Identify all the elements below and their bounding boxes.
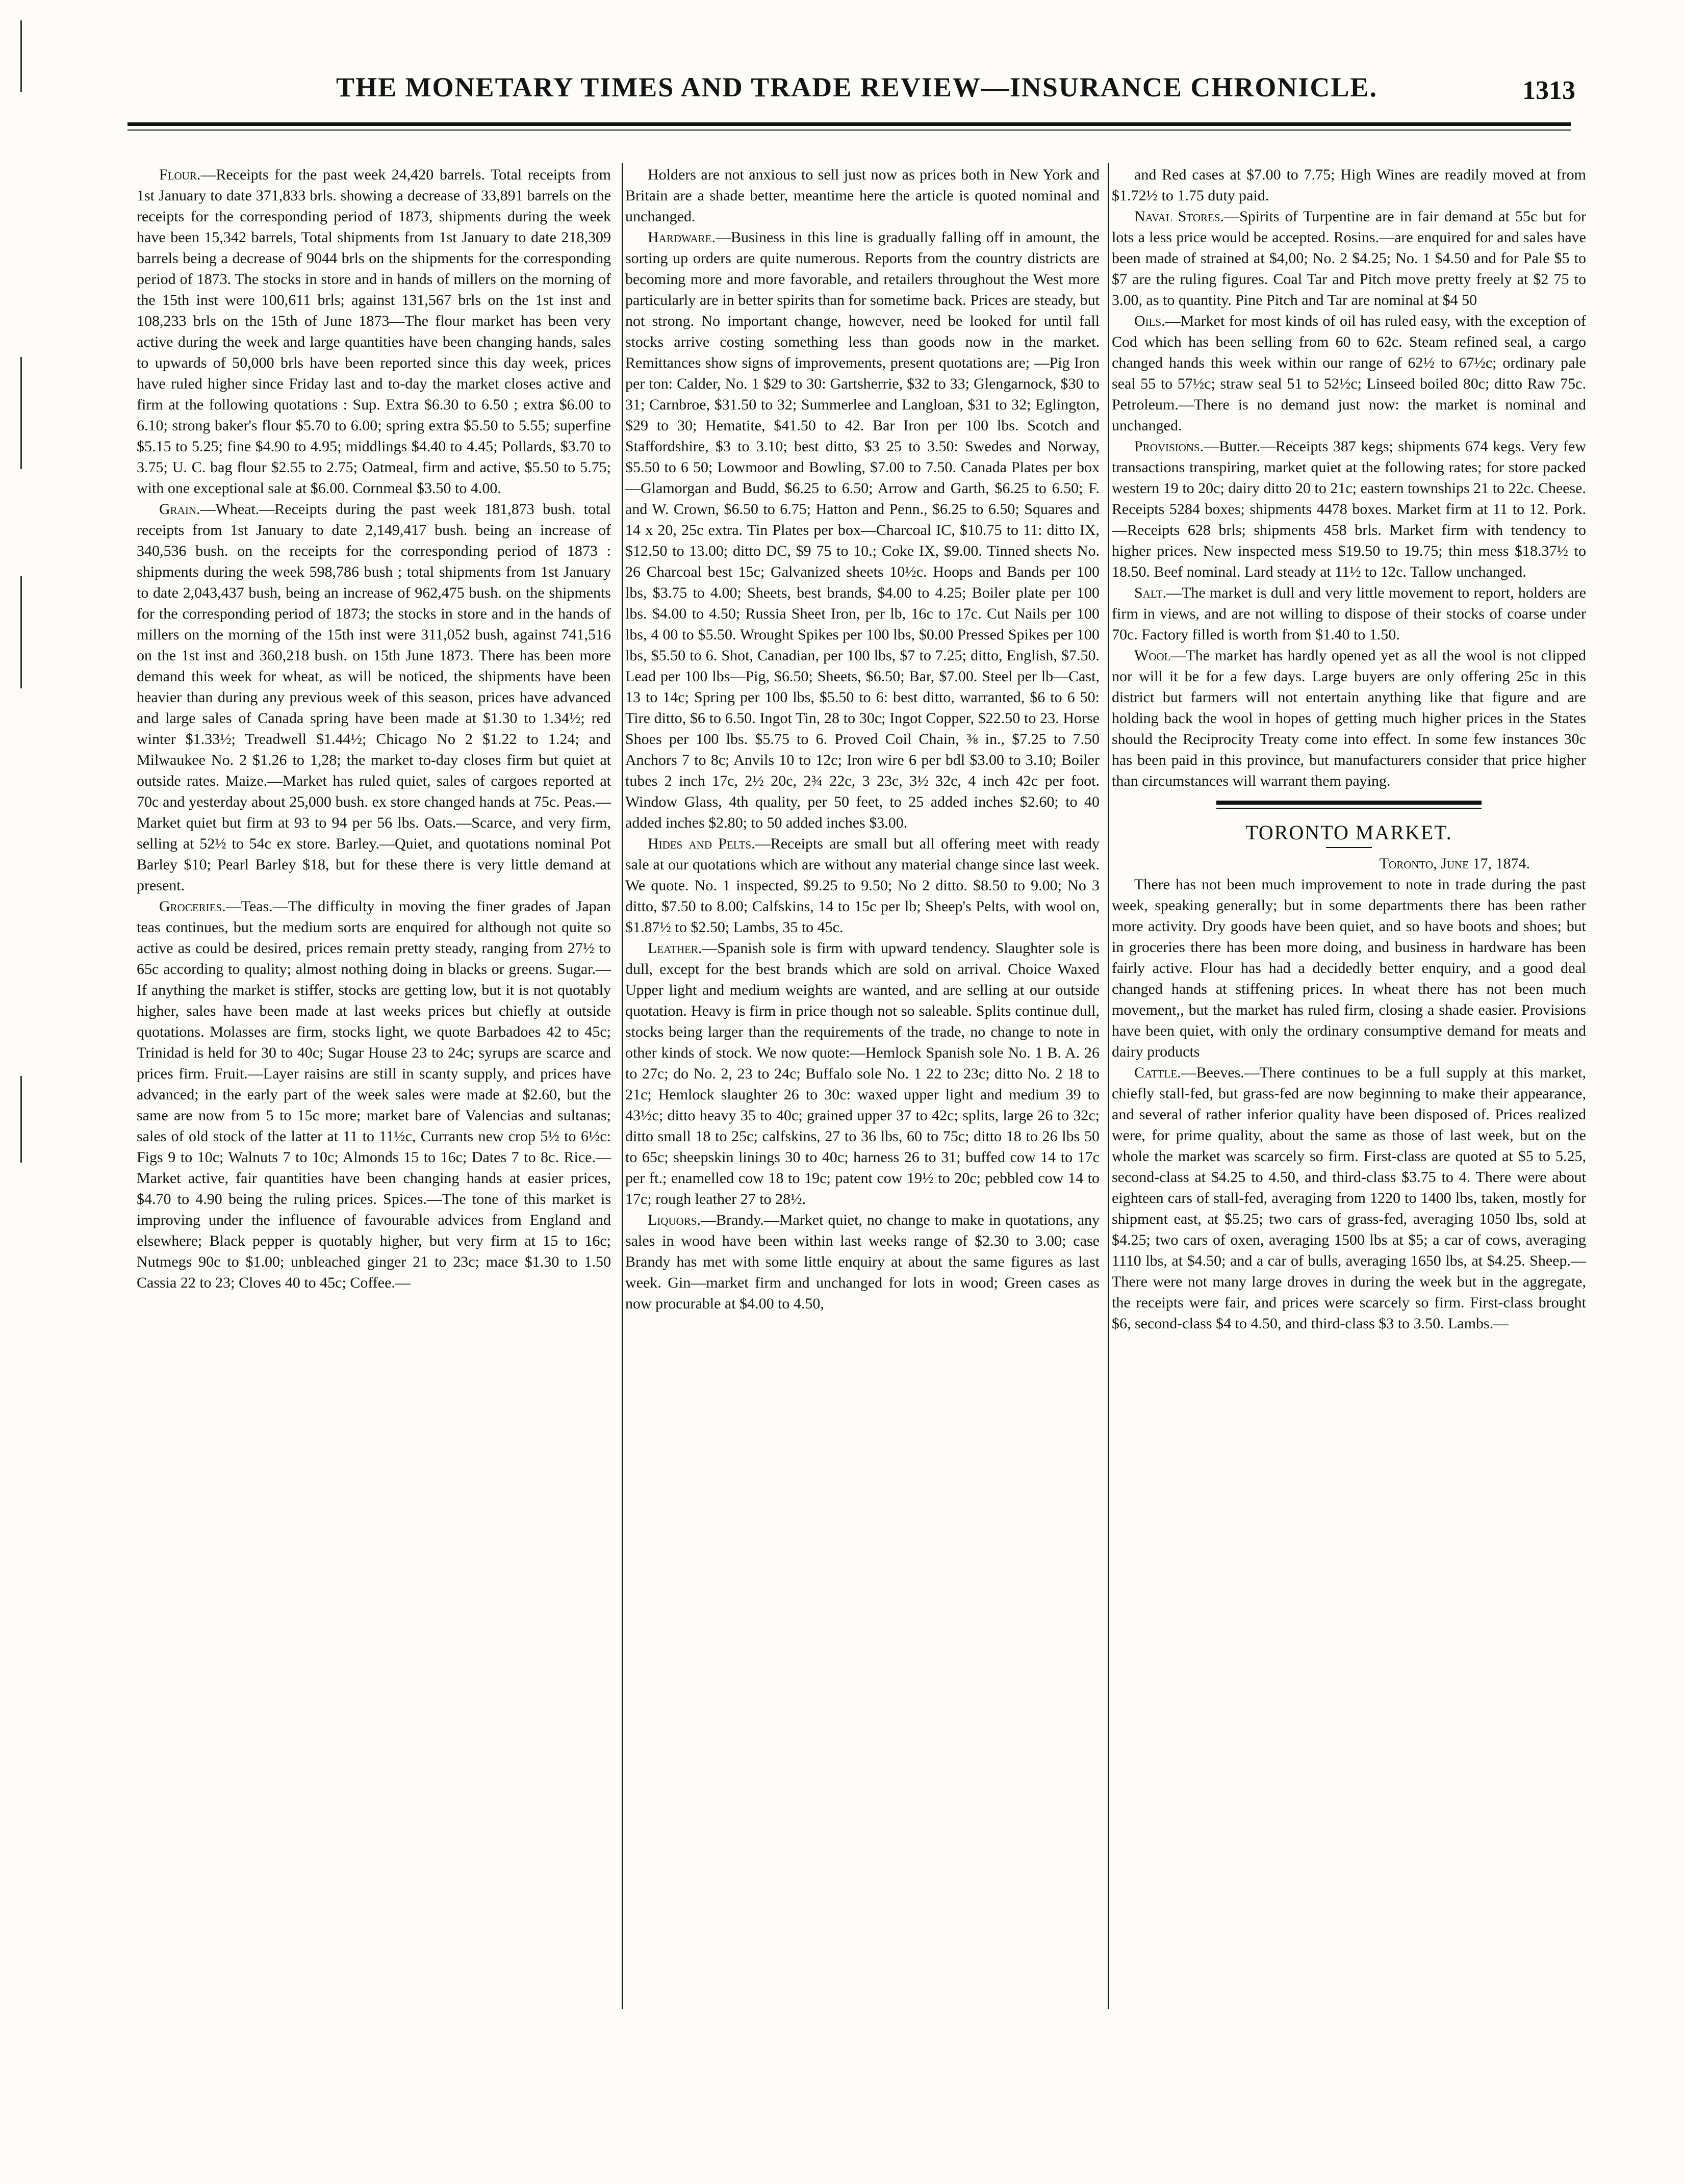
paragraph-heading: Wool [1134,647,1171,664]
article-paragraph [1112,164,1586,206]
paragraph-heading: Salt. [1134,584,1167,601]
paragraph-heading: Provisions. [1134,438,1204,455]
paragraph-heading: Oils. [1134,313,1165,329]
article-paragraph [625,938,1100,1210]
article-paragraph [137,896,611,1293]
article-column-2 [625,164,1100,2031]
paragraph-text: —Teas.—The difficulty in moving the finer grades of Japan teas continues, but the medium sorts are enquired for although not quite so active as could be desired, prices remain pretty steady, ranging from 27½ to 65c according to quality; almost nothing doing in blacks or greens. Sugar.—If anything the market is stiffer, stocks are getting low, but it is not quotably higher, sales have been made at last weeks prices but chiefly at outside quotations. Molasses are firm, stocks light, we quote Barbadoes 42 to 45c; Trinidad is held for 30 to 40c; Sugar House 23 to 24c; syrups are scarce and prices firm. Fruit.—Layer raisins are still in scanty supply, and prices have advanced; in the early part of the week sales were made at $2.60, but the same are now from 5 to 15c more; market bare of Valencias and sultanas; sales of old stock of the latter at 11 to 11½c, Currants new crop 5½ to 6½c: Figs 9 to 10c; Walnuts 7 to 10c; Almonds 15 to 16c; Dates 7 to 8c. Rice.—Market active, fair quantities have been changing hands at easier prices, $4.70 to 4.90 being the ruling prices. Spices.—The tone of this market is improving under the influence of favourable advices from England and elsewhere; Black pepper is quotably higher, but very firm at 15 to 16c; Nutmegs 90c to $1.00; unbleached ginger 21 to 23c; mace $1.30 to 1.50 Cassia 22 to 23; Cloves 40 to 45c; Coffee.— [137,898,611,1291]
article-paragraph [625,833,1100,938]
paragraph-text: and Red cases at $7.00 to 7.75; High Wines are readily moved at from $1.72½ to 1.75 duty paid. [1112,166,1586,204]
article-paragraph [625,164,1100,227]
article-paragraph [625,1210,1100,1314]
paragraph-heading: Hardware. [648,229,716,246]
paragraph-heading: Flour. [159,166,201,183]
header-rule [127,122,1571,126]
margin-mark [20,357,22,469]
article-paragraph [1112,311,1586,436]
article-paragraph [625,227,1100,833]
dateline: Toronto, June 17, 1874. [1379,855,1530,872]
title-underline [1326,847,1372,848]
paragraph-heading: Naval Stores. [1134,208,1224,225]
paragraph-heading: Leather. [648,940,702,957]
article-paragraph [137,499,611,896]
paragraph-text: —Market for most kinds of oil has ruled easy, with the exception of Cod which has been selling from 60 to 62c. Steam refined seal, a cargo changed hands this week within our range of 62½ to 67½c; ordinary pale seal 55 to 57½c; straw seal 51 to 52½c; Linseed boiled 80c; ditto Raw 75c. Petroleum.—There is no demand just now: the market is nominal and unchanged. [1112,313,1586,434]
paragraph-heading: Hides and Pelts. [648,835,755,852]
paragraph-text: —Wheat.—Receipts during the past week 181,873 bush. total receipts from 1st January to date 2,149,417 bush. being an increase of 340,536 bush. on the receipts for the corresponding period of 1873 : shipments during the week 598,786 bush ; total shipments from 1st January to date 2,043,437 bush, being an increase of 962,475 bush. on the shipments for the corresponding period of 1873; the stocks in store and in the hands of millers on the morning of the 15th inst were 311,052 bush, against 741,516 on the 1st inst and 360,218 bush. on 15th June 1873. There has been more demand this week for wheat, as will be noticed, the shipments have been heavier than during any previous week of this season, prices have advanced and large sales of Canada spring have been made at $1.30 to 1.34½; red winter $1.33½; Treadwell $1.44½; Chicago No 2 $1.22 to 1.24; and Milwaukee No. 2 $1.26 to 1,28; the market to-day closes firm but quiet at outside rates. Maize.—Market has ruled quiet, sales of cargoes reported at 70c and yesterday about 25,000 bush. ex store changed hands at 75c. Peas.—Market quiet but firm at 93 to 94 per 56 lbs. Oats.—Scarce, and very firm, selling at 52½ to 54c ex store. Barley.—Quiet, and quotations nominal Pot Barley $10; Pearl Barley $18, but for these there is very little demand at present. [137,501,611,894]
margin-mark [20,1076,22,1163]
masthead-title: THE MONETARY TIMES AND TRADE REVIEW—INSURANCE CHRONICLE. [336,72,1377,102]
paragraph-text: —The market is dull and very little movement to report, holders are firm in views, and are not willing to dispose of their stocks of coarse under 70c. Factory filled is worth from $1.40 to 1.50. [1112,584,1586,643]
section-rule-thin [1216,808,1482,809]
column-divider [1108,163,1109,2009]
section-title: TORONTO MARKET. [1245,821,1452,844]
paragraph-text: —Spanish sole is firm with upward tendency. Slaughter sole is dull, except for the best brands which are sold on arrival. Choice Waxed Upper light and medium weights are wanted, and are selling at our outside quotation. Heavy is firm in price though not so saleable. Splits continue dull, stocks being larger than the requirements of the trade, no change to note in other kinds of stock. We now quote:—Hemlock Spanish sole No. 1 B. A. 26 to 27c; do No. 2, 23 to 24c; Buffalo sole No. 1 22 to 23c; ditto No. 2 18 to 21c; Hemlock slaughter 26 to 30c: waxed upper light and medium 39 to 43½c; ditto heavy 35 to 40c; grained upper 37 to 42c; splits, large 26 to 32c; ditto small 18 to 25c; calfskins, 27 to 36 lbs, 60 to 75c; ditto 18 to 26 lbs 50 to 65c; sheepskin linings 30 to 40c; harness 26 to 31; buffed cow 14 to 17c per ft.; enamelled cow 18 to 19c; patent cow 19½ to 20c; pebbled cow 14 to 17c; rough leather 27 to 28½. [625,940,1100,1207]
paragraph-text: There has not been much improvement to note in trade during the past week, speaking generally; but in some departments there has been rather more activity. Dry goods have been quiet, and so have boots and shoes; but in groceries there has been more doing, and business in hardware has been fairly active. Flour has had a decidedly better enquiry, and a good deal changed hands at stiffening prices. In wheat there has not been much movement,, but the market has ruled firm, closing a shade easier. Provisions have been quiet, with only the ordinary consumptive demand for meats and dairy products [1112,876,1586,1060]
section-heading-block [1112,801,1586,848]
article-paragraph [1112,206,1586,311]
paragraph-text: —Receipts are small but all offering meet with ready sale at our quotations which are without any material change since last week. We quote. No. 1 inspected, $9.25 to 9.50; No 2 ditto. $8.50 to 9.00; No 3 ditto, $7.50 to 8.00; Calfskins, 14 to 15c per lb; Sheep's Pelts, with wool on, $1.87½ to $2.50; Lambs, 35 to 45c. [625,835,1100,936]
margin-mark [20,576,22,688]
paragraph-text: Holders are not anxious to sell just now as prices both in New York and Britain are a shade better, meantime here the article is quoted nominal and unchanged. [625,166,1100,225]
article-column-1 [137,164,611,2031]
paragraph-text: —Receipts for the past week 24,420 barrels. Total receipts from 1st January to date 371,833 brls. showing a decrease of 33,891 barrels on the receipts for the corresponding period of 1873, shipments during the week have been 15,342 barrels, Total shipments from 1st January to date 218,309 barrels being a decrease of 9044 brls on the shipments for the corresponding period of 1873. The stocks in store and in hands of millers on the morning of the 15th inst were 100,611 brls; against 131,567 brls on the 1st inst and 108,233 brls on the 15th of June 1873—The flour market has been very active during the week and large quantities have been changing hands, sales to upwards of 50,000 brls have been reported since this day week, prices have ruled higher since Friday last and to-day the market closes active and firm at the following quotations : Sup. Extra $6.30 to 6.50 ; extra $6.00 to 6.10; strong baker's flour $5.70 to 6.00; spring extra $5.50 to 5.55; superfine $5.15 to 5.25; fine $4.90 to 4.95; middlings $4.40 to 4.45; Pollards, $3.70 to 3.75; U. C. bag flour $2.55 to 2.75; Oatmeal, firm and active, $5.50 to 5.75; with one exceptional sale at $6.00. Cornmeal $3.50 to 4.00. [137,166,611,497]
paragraph-heading: Cattle. [1134,1064,1181,1081]
paragraph-heading: Groceries. [159,898,226,915]
article-column-3 [1112,164,1586,2031]
article-paragraph [1112,645,1586,791]
page-number: 1313 [1522,76,1575,105]
article-paragraph [1112,436,1586,582]
section-rule [1216,801,1482,805]
column-divider [622,163,623,2009]
article-paragraph [1112,582,1586,645]
article-paragraph [1112,874,1586,1062]
paragraph-text: —Business in this line is gradually falling off in amount, the sorting up orders are quite numerous. Reports from the country districts are becoming more and more favorable, and retailers throughout the West more particularly are in better spirits than for sometime back. Prices are steady, but not strong. No important change, however, need be looked for until fall stocks arrive costing something less than goods now in the market. Remittances show signs of improvements, present quotations are; —Pig Iron per ton: Calder, No. 1 $29 to 30: Gartsherrie, $32 to 33; Glengarnock, $30 to 31; Carnbroe, $31.50 to 32; Summerlee and Langloan, $31 to 32; Eglington, $29 to 30; Hematite, $41.50 to 42. Bar Iron per 100 lbs. Scotch and Staffordshire, $3 to 3.10; best ditto, $3 25 to 3.50: Swedes and Norway, $5.50 to 6 50; Lowmoor and Bowling, $7.00 to 7.50. Canada Plates per box—Glamorgan and Budd, $6.25 to 6.50; Arrow and Garth, $6.25 to 6.50; F. and W. Crown, $6.50 to 6.75; Hatton and Penn., $6.25 to 6.50; Squares and 14 x 20, 25c extra. Tin Plates per box—Charcoal IC, $10.75 to 11: ditto IX, $12.50 to 13.00; ditto DC, $9 75 to 10.; Coke IX, $9.00. Tinned sheets No. 26 Charcoal best 15c; Galvanized sheets 10½c. Hoops and Bands per 100 lbs, $3.75 to 4.00; Sheets, best brands, $4.00 to 4.25; Boiler plate per 100 lbs. $4.00 to 4.50; Russia Sheet Iron, per lb, 16c to 17c. Cut Nails per 100 lbs, 4 00 to $5.50. Wrought Spikes per 100 lbs, $0.00 Pressed Spikes per 100 lbs, $5.50 to 6. Shot, Canadian, per 100 lbs, $7 to 7.25; ditto, English, $7.50. Lead per 100 lbs—Pig, $6.50; Sheets, $6.50; Bar, $7.00. Steel per lb—Cast, 13 to 14c; Spring per 100 lbs, $5.50 to 6: best ditto, warranted, $6 to 6 50: Tire ditto, $6 to 6.50. Ingot Tin, 28 to 30c; Ingot Copper, $22.50 to 23. Horse Shoes per 100 lbs. $5.75 to 6. Proved Coil Chain, ⅜ in., $7.25 to 7.50 Anchors 7 to 8c; Anvils 10 to 12c; Iron wire 6 per bdl $3.00 to 3.10; Boiler tubes 2 inch 17c, 2½ 20c, 2¾ 22c, 3 23c, 3½ 32c, 4 inch 42c per foot. Window Glass, 4th quality, per 50 feet, to 25 added inches $2.60; to 40 added inches $2.80; to 50 added inches $3.00. [625,229,1100,831]
paragraph-text: —Brandy.—Market quiet, no change to make in quotations, any sales in wood have been within last weeks range of $2.30 to 3.00; case Brandy has met with some little enquiry at about the same figures as last week. Gin—market firm and unchanged for lots in wood; Green cases as now procurable at $4.00 to 4.50, [625,1212,1100,1312]
paragraph-heading: Grain. [159,501,200,518]
paragraph-text: —Butter.—Receipts 387 kegs; shipments 674 kegs. Very few transactions transpiring, market quiet at the following rates; for store packed western 19 to 20c; dairy ditto 20 to 21c; eastern townships 21 to 22c. Cheese. Receipts 5284 boxes; shipments 4478 boxes. Market firm at 11 to 12. Pork.—Receipts 628 brls; shipments 458 brls. Market firm with tendency to higher prices. New inspected mess $19.50 to 19.75; thin mess $18.37½ to 18.50. Beef nominal. Lard steady at 11½ to 12c. Tallow unchanged. [1112,438,1586,580]
paragraph-text: —Spirits of Turpentine are in fair demand at 55c but for lots a less price would be accepted. Rosins.—are enquired for and sales have been made of strained at $4,00; No. 2 $4.25; No. 1 $4.50 and for Pale $5 to $7 are the ruling figures. Coal Tar and Pitch move pretty freely at $2 75 to 3.00, as to quantity. Pine Pitch and Tar are nominal at $4 50 [1112,208,1586,309]
article-paragraph [1112,1062,1586,1334]
paragraph-text: —Beeves.—There continues to be a full supply at this market, chiefly stall-fed, but grass-fed are now beginning to make their appearance, and several of rather inferior quality have been disposed of. Prices realized were, for prime quality, about the same as those of last week, but on the whole the market was scarcely so firm. First-class are quoted at $5 to 5.25, second-class at $4.25 to 4.50, and third-class $3.75 to 4. There were about eighteen cars of stall-fed, averaging from 1220 to 1400 lbs, taken, mostly for shipment east, at $5.25; two cars of grass-fed, averaging 1050 lbs, sold at $4.25; two cars of oxen, averaging 1500 lbs at $5; a car of cows, averaging 1110 lbs, at $4.50; and a car of bulls, averaging 1650 lbs, at $4.25. Sheep.—There were not many large droves in during the week but in the aggregate, the receipts were fair, and prices were scarcely so firm. First-class brought $6, second-class $4 to 4.50, and third-class $3 to 3.50. Lambs.— [1112,1064,1586,1332]
article-paragraph [137,164,611,499]
paragraph-text: —The market has hardly opened yet as all the wool is not clipped nor will it be for a few days. Large buyers are only offering 25c in this district but farmers will not entertain anything like that figure and are holding back the wool in hopes of getting much higher prices in the States should the Reciprocity Treaty come into effect. In some few instances 30c has been paid in this province, but manufacturers consider that price higher than circumstances will warrant them paying. [1112,647,1586,789]
header-rule-thin [127,130,1571,131]
paragraph-heading: Liquors. [648,1212,701,1228]
margin-mark [20,20,22,92]
